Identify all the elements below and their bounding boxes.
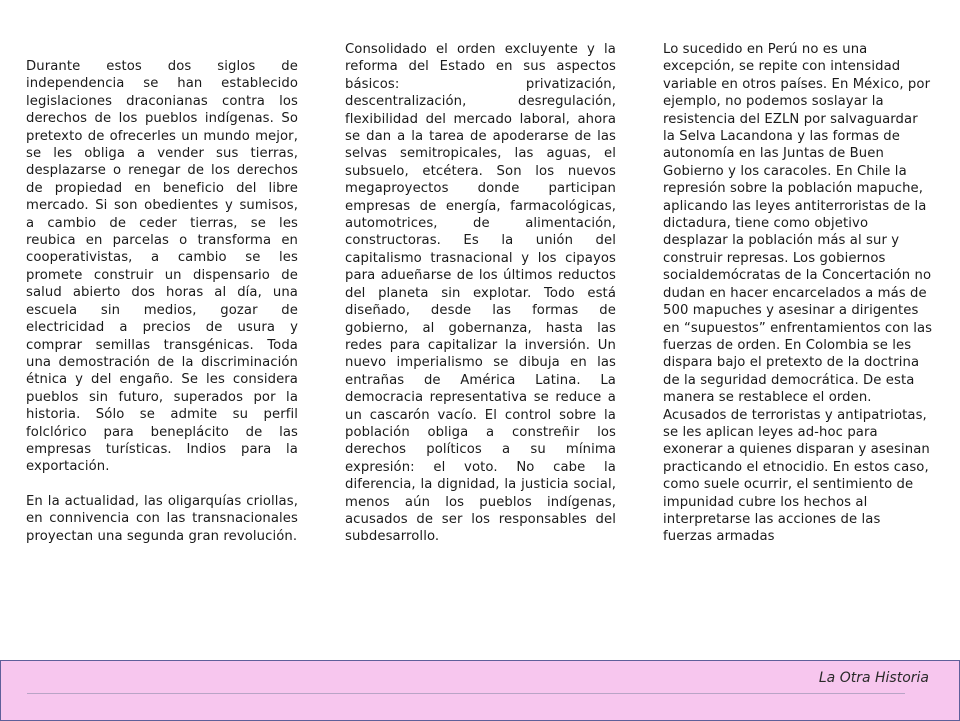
footer-bar bbox=[0, 660, 960, 721]
footer-divider bbox=[27, 693, 905, 694]
footer-title: La Otra Historia bbox=[818, 670, 929, 686]
text-column-middle bbox=[345, 41, 616, 546]
text-column-left bbox=[26, 58, 298, 545]
paragraph: Consolidado el orden excluyente y la reforma del Estado en sus aspectos básicos: privatización, descentralización, desregulación, flexibilidad del mercado laboral, ahora se dan a la tarea de apoderarse de las selvas semitropicales, las aguas, el subsuelo, etcétera. Son los nuevos megaproyectos donde participan empresas de energía, farmacológicas, automotrices, de alimentación, constructoras. Es la unión del capitalismo trasnacional y los cipayos para adueñarse de los últimos reductos del planeta sin explotar. Todo está diseñado, desde las formas de gobierno, al gobernanza, hasta las redes para capitalizar la inversión. Un nuevo imperialismo se dibuja en las entrañas de América Latina. La democracia representativa se reduce a un cascarón vacío. El control sobre la población obliga a constreñir los derechos políticos a su mínima expresión: el voto. No cabe la diferencia, la dignidad, la justicia social, menos aún los pueblos indígenas, acusados de ser los responsables del subdesarrollo. bbox=[345, 42, 616, 545]
paragraph: En la actualidad, las oligarquías criollas, en connivencia con las transnacionales proyectan una segunda gran revolución. bbox=[26, 493, 298, 544]
paragraph: Durante estos dos siglos de independencia se han establecido legislaciones draconianas contra los derechos de los pueblos indígenas. So pretexto de ofrecerles un mundo mejor, se les obliga a vender sus tierras, desplazarse o renegar de los derechos de propiedad en beneficio del libre mercado. Si son obedientes y sumisos, a cambio de ceder tierras, se les reubica en parcelas o transforma en cooperativistas, a cambio se les promete construir un dispensario de salud abierto dos horas al día, una escuela sin medios, gozar de electricidad a precios de usura y comprar semillas transgénicas. Toda una demostración de la discriminación étnica y del engaño. Se les considera pueblos sin futuro, superados por la historia. Sólo se admite su perfil folclórico para beneplácito de las empresas turísticas. Indios para la exportación. bbox=[26, 59, 298, 475]
text-column-right bbox=[663, 41, 933, 546]
paragraph: Lo sucedido en Perú no es una excepción, se repite con intensidad variable en otros países. En México, por ejemplo, no podemos soslayar la resistencia del EZLN por salvaguardar la Selva Lacandona y las formas de autonomía en las Juntas de Buen Gobierno y los caracoles. En Chile la represión sobre la población mapuche, aplicando las leyes antiterroristas de la dictadura, tiene como objetivo desplazar la población más al sur y construir represas. Los gobiernos socialdemócratas de la Concertación no dudan en hacer encarcelados a más de 500 mapuches y asesinar a dirigentes en “supuestos” enfrentamientos con las fuerzas de orden. En Colombia se les dispara bajo el pretexto de la doctrina de la seguridad democrática. De esta manera se restablece el orden. Acusados de terroristas y antipatriotas, se les aplican leyes ad-hoc para exonerar a quienes disparan y asesinan practicando el etnocidio. En estos caso, como suele ocurrir, el sentimiento de impunidad cubre los hechos al interpretarse las acciones de las fuerzas armadas bbox=[663, 42, 933, 545]
